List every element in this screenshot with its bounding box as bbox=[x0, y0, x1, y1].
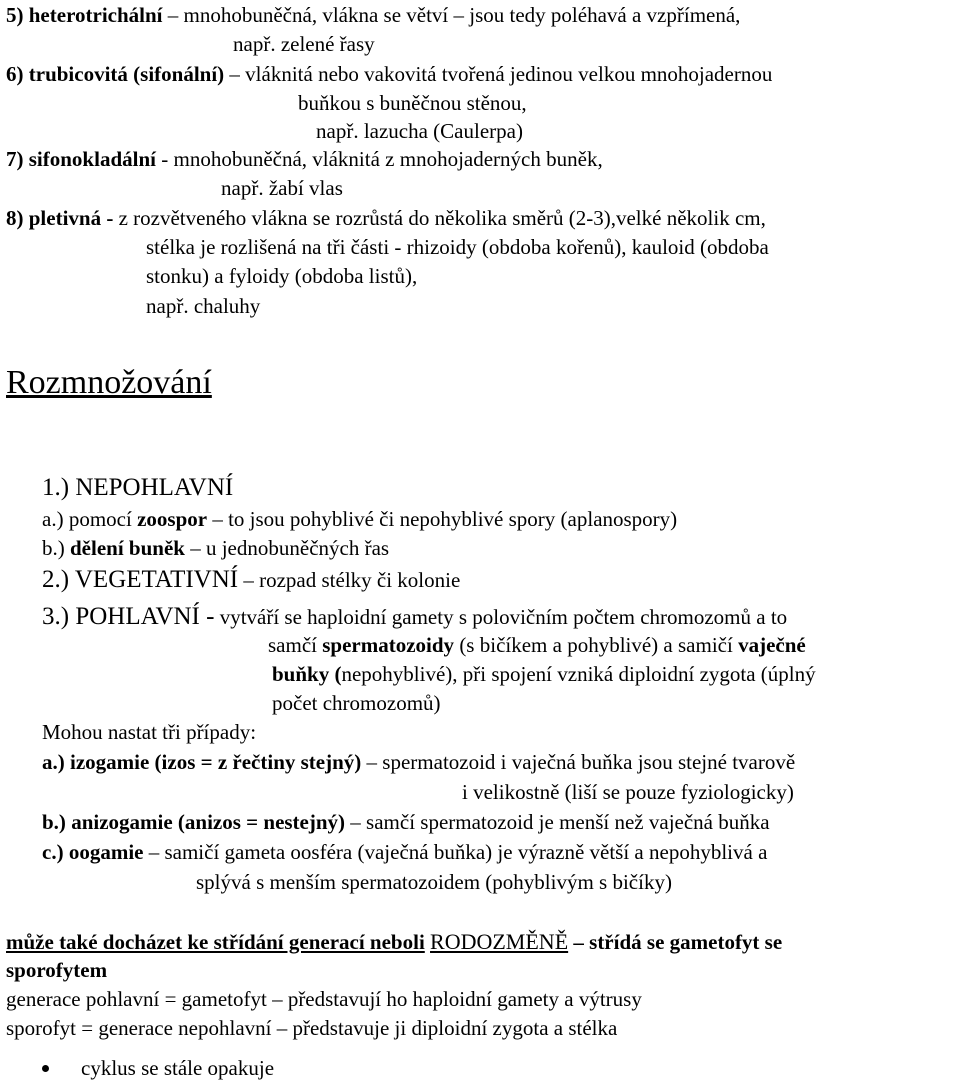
type-6-number: 6) bbox=[6, 62, 24, 86]
case-b-label: b.) bbox=[42, 810, 66, 834]
sexual-l3-cells: buňky ( bbox=[272, 662, 342, 686]
case-a-term: izogamie (izos = z řečtiny stejný) bbox=[70, 750, 362, 774]
asexual-item-a bbox=[42, 509, 677, 530]
type-5-line bbox=[6, 5, 740, 26]
sexual-line-4: počet chromozomů) bbox=[272, 691, 441, 715]
type-5-name: heterotrichální bbox=[28, 3, 163, 27]
type-8-description: z rozvětveného vlákna se rozrůstá do několika směrů (2-3),velké několik cm, bbox=[118, 206, 766, 230]
type-7-number: 7) bbox=[6, 147, 24, 171]
type-6-description: vláknitá nebo vakovitá tvořená jedinou velkou mnohojadernou bbox=[245, 62, 773, 86]
case-a-description: spermatozoid i vaječná buňka jsou stejné tvarově bbox=[382, 750, 796, 774]
asexual-a-description: to jsou pohyblivé či nepohyblivé spory (aplanospory) bbox=[228, 507, 678, 531]
type-8-description-2: stélka je rozlišená na tři části - rhizoidy (obdoba kořenů), kauloid (obdoba bbox=[146, 235, 769, 259]
type-7-example: např. žabí vlas bbox=[221, 176, 343, 200]
vegetative-line bbox=[42, 567, 460, 592]
case-b-term: anizogamie (anizos = nestejný) bbox=[71, 810, 346, 834]
asexual-a-dash: – bbox=[212, 507, 223, 531]
type-8-line bbox=[6, 208, 766, 229]
asexual-b-dash: – bbox=[190, 536, 201, 560]
type-8-name: pletivná - bbox=[28, 206, 114, 230]
alternation-line-1 bbox=[6, 931, 782, 953]
case-a-description-cont: i velikostně (liší se pouze fyziologicky) bbox=[462, 780, 794, 804]
asexual-a-pre: pomocí bbox=[68, 507, 132, 531]
type-5-example: např. zelené řasy bbox=[233, 32, 375, 56]
cases-intro: Mohou nastat tři případy: bbox=[42, 720, 257, 744]
sexual-line-2 bbox=[268, 635, 806, 656]
case-c-description-cont: splývá s menším spermatozoidem (pohyblivým s bičíky) bbox=[196, 870, 672, 894]
asexual-b-term: dělení buněk bbox=[70, 536, 185, 560]
type-5-dash: – bbox=[167, 3, 179, 27]
sexual-l2-egg: vaječné bbox=[738, 633, 806, 657]
gametophyte-line: generace pohlavní = gametofyt – představují ho haploidní gamety a výtrusy bbox=[6, 987, 642, 1011]
case-c-label: c.) bbox=[42, 840, 64, 864]
type-6-dash: – bbox=[229, 62, 240, 86]
sexual-line-3 bbox=[272, 664, 816, 685]
case-b-dash: – bbox=[350, 810, 361, 834]
type-5-number: 5) bbox=[6, 3, 24, 27]
cycle-bullet-text: cyklus se stále opakuje bbox=[81, 1056, 275, 1080]
type-5-description: mnohobuněčná, vlákna se větví – jsou tedy poléhavá a vzpřímená, bbox=[183, 3, 741, 27]
case-c-line bbox=[42, 842, 767, 863]
type-6-name: trubicovitá (sifonální) bbox=[28, 62, 225, 86]
case-a-label: a.) bbox=[42, 750, 65, 774]
sexual-heading: 3.) POHLAVNÍ - bbox=[42, 603, 215, 630]
sexual-description-1: vytváří se haploidní gamety s polovičním počtem chromozomů a to bbox=[219, 605, 788, 629]
section-title: Rozmnožování bbox=[6, 364, 212, 401]
case-a-dash: – bbox=[366, 750, 378, 774]
type-6-example: např. lazucha (Caulerpa) bbox=[316, 119, 523, 143]
asexual-a-term: zoospor bbox=[137, 507, 208, 531]
vegetative-dash: – bbox=[243, 568, 254, 592]
vegetative-heading: 2.) VEGETATIVNÍ bbox=[42, 566, 239, 593]
sexual-l2-middle: (s bičíkem a pohyblivé) a samičí bbox=[459, 633, 733, 657]
type-7-line bbox=[6, 149, 603, 170]
type-7-name: sifonokladální bbox=[28, 147, 156, 171]
alternation-intro: může také docházet ke střídání generací neboli bbox=[6, 930, 425, 954]
sporophyte-line: sporofyt = generace nepohlavní – představuje ji diploidní zygota a stélka bbox=[6, 1016, 618, 1040]
asexual-a-label: a.) bbox=[42, 507, 64, 531]
type-8-example: např. chaluhy bbox=[146, 294, 261, 318]
sexual-line-1 bbox=[42, 604, 787, 629]
type-6-line bbox=[6, 64, 772, 85]
type-6-description-cont: buňkou s buněčnou stěnou, bbox=[298, 91, 527, 115]
case-c-dash: – bbox=[148, 840, 160, 864]
case-c-term: oogamie bbox=[68, 840, 144, 864]
type-7-dash: - bbox=[161, 147, 169, 171]
sexual-l2-male: samčí bbox=[268, 633, 317, 657]
alternation-line-2: sporofytem bbox=[6, 958, 108, 982]
asexual-b-description: u jednobuněčných řas bbox=[205, 536, 390, 560]
alternation-keyword: RODOZMĚNĚ bbox=[430, 929, 569, 954]
case-b-description: samčí spermatozoid je menší než vaječná buňka bbox=[366, 810, 770, 834]
type-7-description: mnohobuněčná, vláknitá z mnohojaderných buněk, bbox=[173, 147, 603, 171]
sexual-l2-spermatozoids: spermatozoidy bbox=[322, 633, 455, 657]
case-c-description: samičí gameta oosféra (vaječná buňka) je výrazně větší a nepohyblivá a bbox=[164, 840, 768, 864]
type-8-number: 8) bbox=[6, 206, 24, 230]
case-a-line bbox=[42, 752, 795, 773]
bullet-dot bbox=[42, 1065, 49, 1072]
alternation-rest: – střídá se gametofyt se bbox=[573, 930, 783, 954]
asexual-heading: 1.) NEPOHLAVNÍ bbox=[42, 474, 234, 501]
case-b-line bbox=[42, 812, 770, 833]
asexual-item-b bbox=[42, 538, 389, 559]
asexual-b-label: b.) bbox=[42, 536, 65, 560]
type-8-description-3: stonku) a fyloidy (obdoba listů), bbox=[146, 264, 418, 288]
vegetative-description: rozpad stélky či kolonie bbox=[259, 568, 461, 592]
sexual-l3-rest: nepohyblivé), při spojení vzniká diploidní zygota (úplný bbox=[341, 662, 816, 686]
